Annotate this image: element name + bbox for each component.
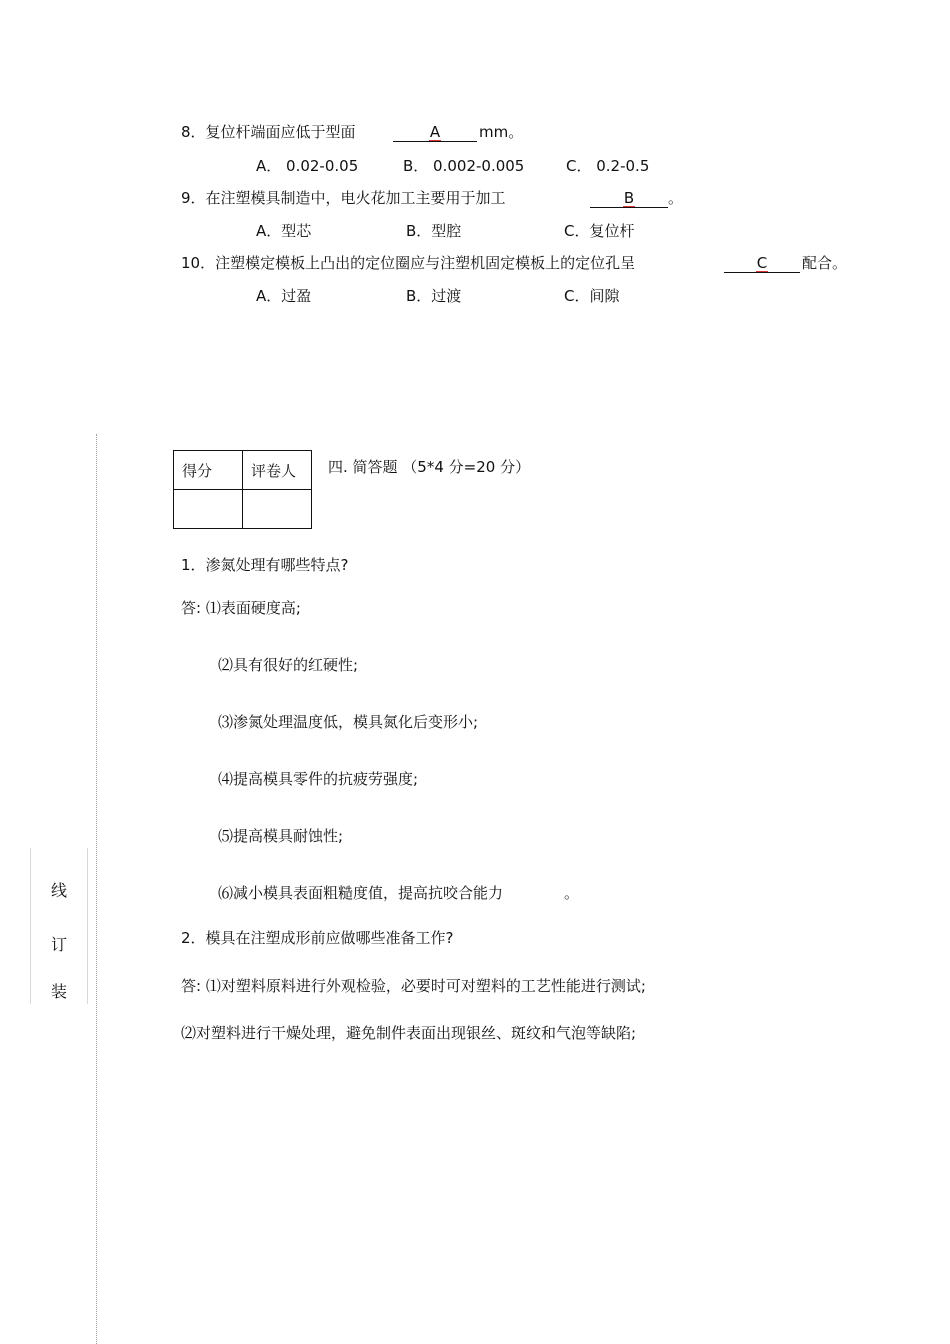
q2-question: 2．模具在注塑成形前应做哪些准备工作? [181, 929, 454, 947]
q1-answer-line-3: ⑶渗氮处理温度低，模具氮化后变形小; [218, 713, 479, 731]
question-10-option-a: A．过盈 [256, 287, 312, 305]
question-9-stem: 9．在注塑模具制造中，电火花加工主要用于加工 [181, 189, 506, 207]
question-10-answer-blank [724, 256, 800, 273]
grader-header: 评卷人 [243, 451, 312, 490]
question-9-option-b: B．型腔 [406, 222, 462, 240]
q1-answer-line-5: ⑸提高模具耐蚀性; [218, 827, 344, 845]
question-9-answer: B [623, 189, 635, 207]
q1-answer-line-6-end: 。 [564, 884, 580, 902]
question-8-suffix: mm。 [479, 123, 524, 141]
q1-answer-line-1: 答: ⑴表面硬度高; [181, 599, 301, 617]
question-10-stem: 10．注塑模定模板上凸出的定位圈应与注塑机固定模板上的定位孔呈 [181, 254, 636, 272]
q1-answer-line-6: ⑹减小模具表面粗糙度值，提高抗咬合能力 [218, 884, 504, 902]
score-table [173, 450, 312, 529]
question-8-option-b: B． 0.002-0.005 [403, 157, 525, 175]
q1-question: 1．渗氮处理有哪些特点? [181, 556, 349, 574]
question-9-answer-blank [590, 191, 668, 208]
binding-char-staple: 订 [50, 935, 67, 954]
question-10-answer: C [756, 254, 768, 272]
q2-answer-line-2: ⑵对塑料进行干燥处理，避免制件表面出现银丝、斑纹和气泡等缺陷; [181, 1024, 637, 1042]
question-9-option-a: A．型芯 [256, 222, 312, 240]
binding-dotted-line [96, 434, 97, 1344]
question-9-option-c: C．复位杆 [564, 222, 635, 240]
binding-char-line: 线 [50, 881, 67, 900]
question-8-option-c: C． 0.2-0.5 [566, 157, 650, 175]
question-8-answer: A [429, 123, 441, 141]
grader-cell[interactable] [243, 490, 312, 529]
q2-answer-line-1: 答: ⑴对塑料原料进行外观检验，必要时可对塑料的工艺性能进行测试; [181, 977, 646, 995]
question-8-answer-blank [393, 125, 477, 142]
q1-answer-line-4: ⑷提高模具零件的抗疲劳强度; [218, 770, 419, 788]
score-header: 得分 [174, 451, 243, 490]
question-8-option-a: A． 0.02-0.05 [256, 157, 359, 175]
question-8-stem: 8．复位杆端面应低于型面 [181, 123, 356, 141]
question-10-option-b: B．过渡 [406, 287, 462, 305]
q1-answer-line-2: ⑵具有很好的红硬性; [218, 656, 359, 674]
score-cell[interactable] [174, 490, 243, 529]
section-title: 四. 简答题 （5*4 分=20 分） [328, 458, 531, 476]
binding-label-box [30, 848, 88, 1004]
question-10-option-c: C．间隙 [564, 287, 620, 305]
question-9-suffix: 。 [668, 189, 684, 207]
binding-char-bind: 装 [50, 982, 67, 1001]
question-10-suffix: 配合。 [802, 254, 848, 272]
